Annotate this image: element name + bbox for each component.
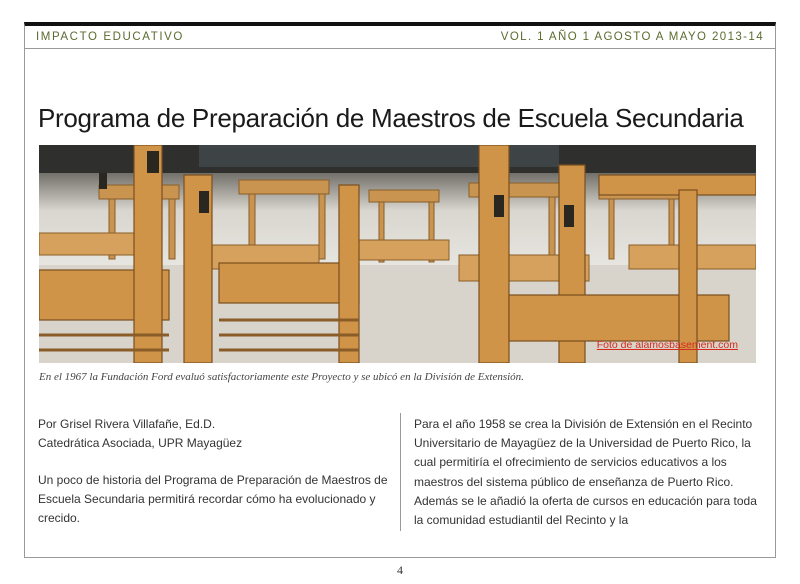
- right-column: [414, 415, 764, 530]
- photo-credit-link[interactable]: Foto de alamosbasement.com: [596, 339, 738, 351]
- intro-paragraph: Un poco de historia del Programa de Preparación de Maestros de Escuela Secundaria permitirá recordar cómo ha evolucionado y crecido.: [38, 473, 388, 525]
- header-divider: [24, 48, 776, 49]
- classroom-photo: [39, 145, 756, 363]
- issue-info: VOL. 1 AÑO 1 AGOSTO A MAYO 2013-14: [500, 31, 764, 43]
- photo-caption: En el 1967 la Fundación Ford evaluó satisfactoriamente este Proyecto y se ubicó en la División de Extensión.: [39, 371, 524, 383]
- article-title: Programa de Preparación de Maestros de Escuela Secundaria: [38, 103, 744, 134]
- page-number: 4: [397, 563, 403, 577]
- section-name: IMPACTO EDUCATIVO: [36, 31, 184, 43]
- author-name: Por Grisel Rivera Villafañe, Ed.D.: [38, 417, 216, 431]
- newsletter-header: [36, 31, 764, 47]
- left-column: [38, 415, 388, 546]
- byline: [38, 415, 388, 453]
- author-title: Catedrática Asociada, UPR Mayagüez: [38, 436, 243, 450]
- body-paragraph: Para el año 1958 se crea la División de Extensión en el Recinto Universitario de Mayagüez de la Universidad de Puerto Rico, la cual permitiría el ofrecimiento de servicios educativos a los maestros del sistema público de enseñanza de Puerto Rico. Además se le añadió la oferta de cursos en educación para toda la comunidad estudiantil del Recinto y la: [414, 417, 757, 528]
- classroom-chairs-illustration: [39, 145, 756, 363]
- column-divider: [400, 413, 401, 531]
